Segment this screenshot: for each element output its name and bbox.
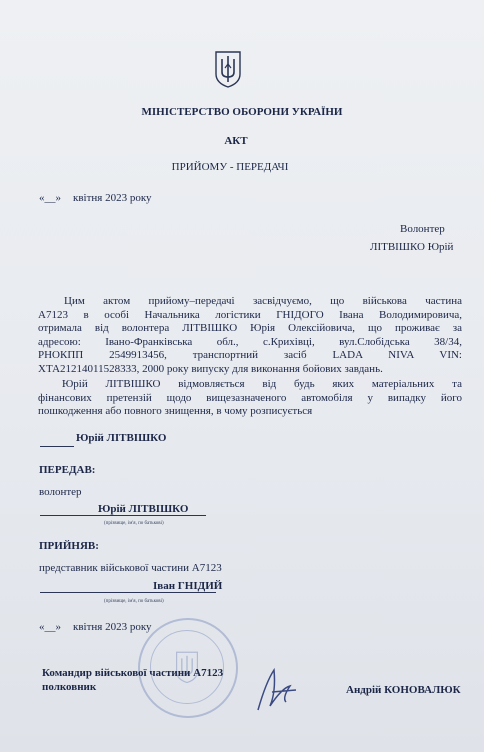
date2-day: «__» — [39, 621, 61, 633]
volunteer-name: ЛІТВІШКО Юрій — [370, 241, 454, 253]
trident-emblem-icon — [213, 50, 243, 88]
commander-name: Андрій КОНОВАЛЮК — [346, 684, 461, 696]
text-line: Цим актом прийому–передачі засвідчуємо, що військова частина — [64, 295, 462, 307]
paragraph-waiver — [38, 378, 462, 419]
signature-line — [40, 446, 74, 447]
text-line: Юрій ЛІТВІШКО відмовляється від будь яких матеріальних та — [62, 378, 462, 390]
commander-title: Командир військової частини А7123 — [42, 667, 224, 679]
transferred-heading: ПЕРЕДАВ: — [39, 464, 96, 476]
handwritten-signature — [252, 662, 302, 718]
document-subtitle: ПРИЙОМУ - ПЕРЕДАЧІ — [171, 161, 289, 173]
received-name: Іван ГНІДИЙ — [153, 580, 223, 592]
text-line: ХТА21214011528333, 2000 року випуску для виконання бойових завдань. — [38, 362, 383, 375]
received-caption: (прізвище, ім'я, по батькові) — [104, 599, 164, 604]
text-line: фінансових претензій щодо вищезазначеного автомобіля у випадку його — [38, 391, 462, 404]
received-role: представник військової частини А7123 — [39, 562, 222, 574]
text-line: отримала від волонтера ЛІТВІШКО Юрія Олексійовича, що проживає за — [38, 322, 462, 334]
text-line: адресою: Івано-Франківська обл., с.Крихівці, вул.Слобідська 38/34, — [38, 335, 462, 348]
transferred-name: Юрій ЛІТВІШКО — [98, 503, 189, 515]
volunteer-role: Волонтер — [400, 223, 445, 235]
transferred-role: волонтер — [39, 486, 82, 498]
text-line: А7123 в особі Начальника логістики ГНІДОГО Івана Володимировича, — [38, 308, 462, 321]
ministry-title: МІНІСТЕРСТВО ОБОРОНИ УКРАЇНИ — [141, 106, 343, 118]
received-heading: ПРИЙНЯВ: — [39, 540, 99, 552]
document-type: АКТ — [224, 135, 248, 147]
date-day: «__» — [39, 192, 61, 204]
waiver-signature-name: Юрій ЛІТВІШКО — [76, 432, 167, 444]
text-line: пошкодження або повного знищення, в чому розписується — [38, 405, 313, 417]
commander-rank: полковник — [42, 681, 97, 693]
date-text: квітня 2023 року — [73, 192, 152, 204]
transferred-caption: (прізвище, ім'я, по батькові) — [104, 521, 164, 526]
text-line: РНОКПП 2549913456, транспортний засіб LADA NIVA VIN: — [38, 349, 462, 361]
date2-text: квітня 2023 року — [73, 621, 152, 633]
paragraph-transfer — [38, 295, 462, 376]
